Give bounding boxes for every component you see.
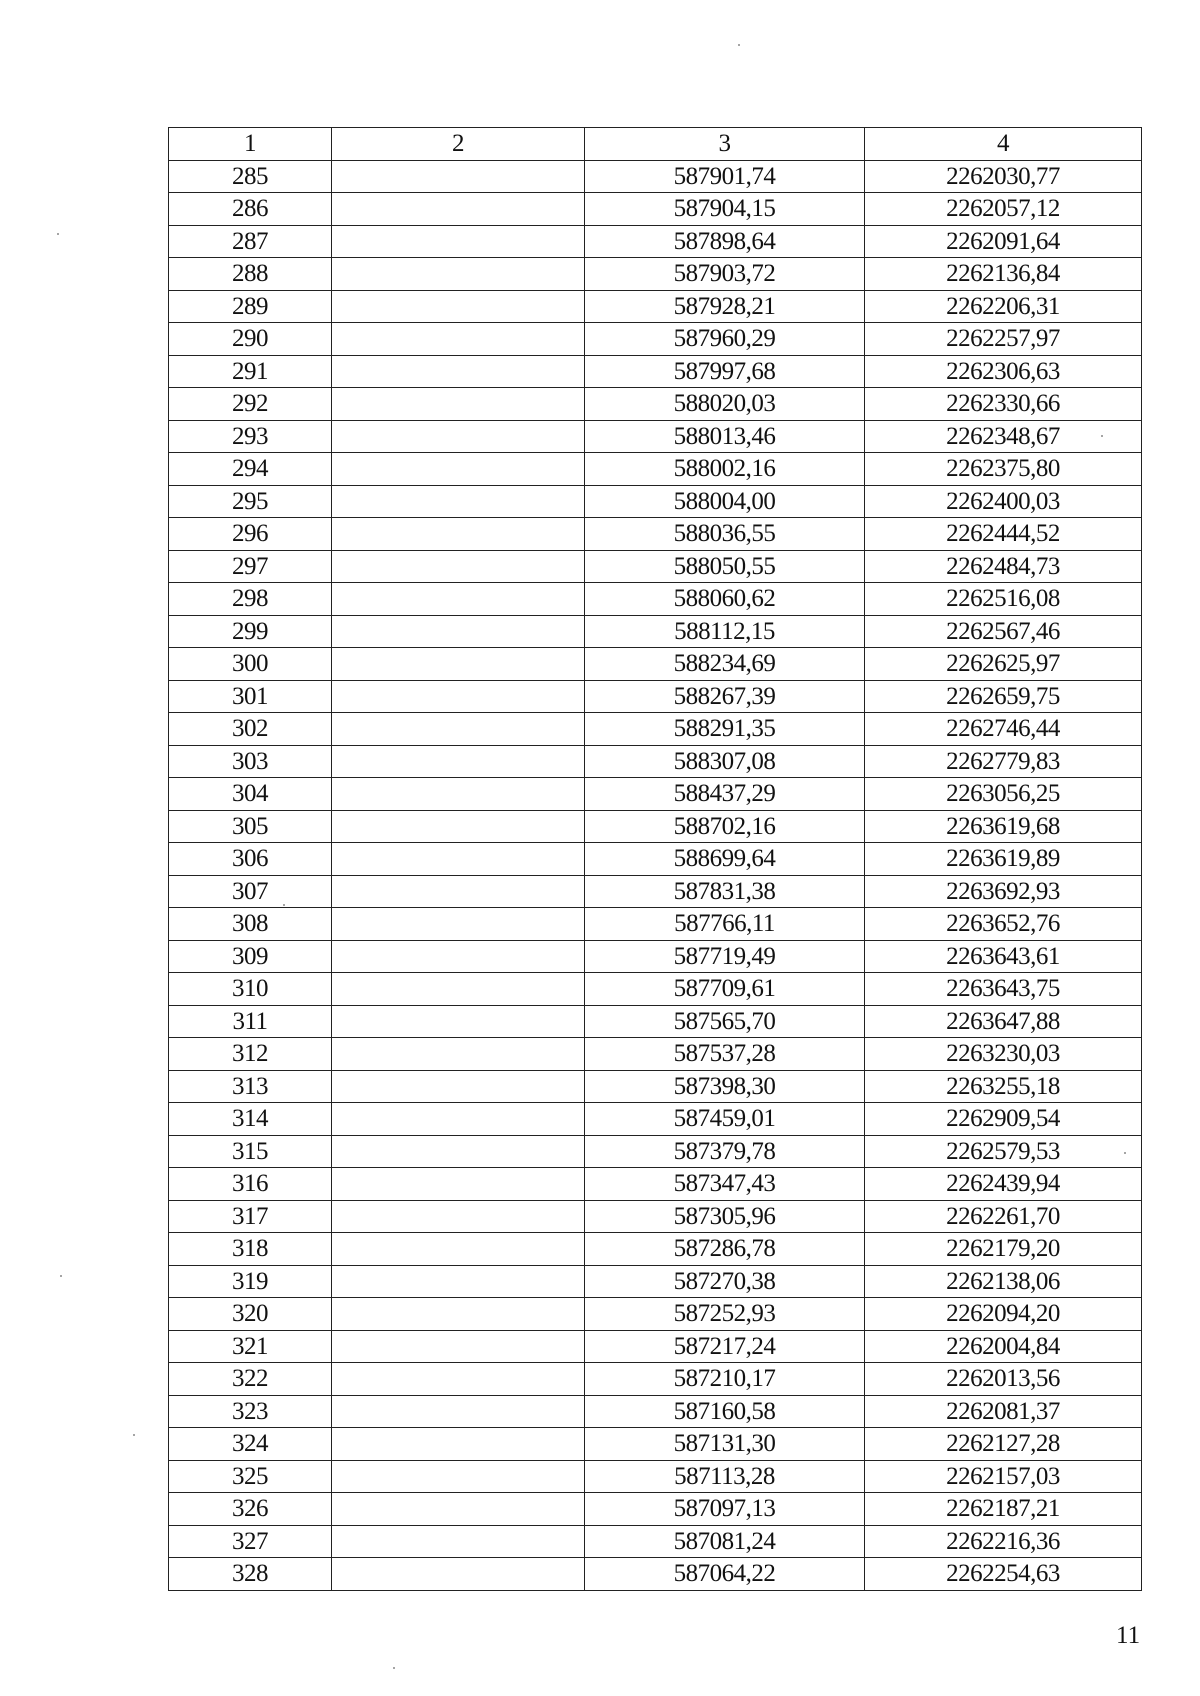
y-coordinate-cell: 2263619,68 <box>865 810 1142 843</box>
empty-cell <box>332 1363 585 1396</box>
table-row <box>169 583 1142 616</box>
table-row <box>169 973 1142 1006</box>
x-coordinate-cell: 587305,96 <box>585 1200 865 1233</box>
table-row <box>169 778 1142 811</box>
point-number-cell: 301 <box>169 680 332 713</box>
table-row <box>169 420 1142 453</box>
y-coordinate-cell: 2263652,76 <box>865 908 1142 941</box>
empty-cell <box>332 1038 585 1071</box>
x-coordinate-cell: 587901,74 <box>585 160 865 193</box>
point-number-cell: 310 <box>169 973 332 1006</box>
x-coordinate-cell: 587286,78 <box>585 1233 865 1266</box>
y-coordinate-cell: 2262375,80 <box>865 453 1142 486</box>
x-coordinate-cell: 587131,30 <box>585 1428 865 1461</box>
y-coordinate-cell: 2262081,37 <box>865 1395 1142 1428</box>
empty-cell <box>332 875 585 908</box>
y-coordinate-cell: 2262179,20 <box>865 1233 1142 1266</box>
y-coordinate-cell: 2262004,84 <box>865 1330 1142 1363</box>
empty-cell <box>332 1005 585 1038</box>
table-row <box>169 745 1142 778</box>
empty-cell <box>332 355 585 388</box>
empty-cell <box>332 713 585 746</box>
empty-cell <box>332 1070 585 1103</box>
y-coordinate-cell: 2262779,83 <box>865 745 1142 778</box>
table-row <box>169 518 1142 551</box>
empty-cell <box>332 1200 585 1233</box>
y-coordinate-cell: 2262138,06 <box>865 1265 1142 1298</box>
x-coordinate-cell: 588699,64 <box>585 843 865 876</box>
empty-cell <box>332 453 585 486</box>
y-coordinate-cell: 2262157,03 <box>865 1460 1142 1493</box>
table-row <box>169 1460 1142 1493</box>
empty-cell <box>332 1493 585 1526</box>
scan-speck <box>57 233 59 235</box>
table-row <box>169 875 1142 908</box>
x-coordinate-cell: 587064,22 <box>585 1558 865 1591</box>
y-coordinate-cell: 2262659,75 <box>865 680 1142 713</box>
point-number-cell: 285 <box>169 160 332 193</box>
y-coordinate-cell: 2262261,70 <box>865 1200 1142 1233</box>
y-coordinate-cell: 2262030,77 <box>865 160 1142 193</box>
table-row <box>169 1265 1142 1298</box>
point-number-cell: 321 <box>169 1330 332 1363</box>
x-coordinate-cell: 587904,15 <box>585 193 865 226</box>
table-row <box>169 1298 1142 1331</box>
table-row <box>169 1005 1142 1038</box>
header-cell-1: 1 <box>169 128 332 161</box>
empty-cell <box>332 843 585 876</box>
point-number-cell: 291 <box>169 355 332 388</box>
header-row <box>169 128 1142 161</box>
x-coordinate-cell: 587270,38 <box>585 1265 865 1298</box>
table-row <box>169 1493 1142 1526</box>
y-coordinate-cell: 2263619,89 <box>865 843 1142 876</box>
y-coordinate-cell: 2262254,63 <box>865 1558 1142 1591</box>
point-number-cell: 294 <box>169 453 332 486</box>
x-coordinate-cell: 588004,00 <box>585 485 865 518</box>
x-coordinate-cell: 587160,58 <box>585 1395 865 1428</box>
table-row <box>169 1200 1142 1233</box>
table-row <box>169 1428 1142 1461</box>
x-coordinate-cell: 588437,29 <box>585 778 865 811</box>
y-coordinate-cell: 2262439,94 <box>865 1168 1142 1201</box>
y-coordinate-cell: 2263643,61 <box>865 940 1142 973</box>
point-number-cell: 318 <box>169 1233 332 1266</box>
point-number-cell: 308 <box>169 908 332 941</box>
x-coordinate-cell: 587217,24 <box>585 1330 865 1363</box>
empty-cell <box>332 290 585 323</box>
point-number-cell: 320 <box>169 1298 332 1331</box>
x-coordinate-cell: 588112,15 <box>585 615 865 648</box>
x-coordinate-cell: 588020,03 <box>585 388 865 421</box>
x-coordinate-cell: 587960,29 <box>585 323 865 356</box>
table-row <box>169 290 1142 323</box>
point-number-cell: 312 <box>169 1038 332 1071</box>
y-coordinate-cell: 2263056,25 <box>865 778 1142 811</box>
table-row <box>169 615 1142 648</box>
y-coordinate-cell: 2262013,56 <box>865 1363 1142 1396</box>
empty-cell <box>332 323 585 356</box>
x-coordinate-cell: 587210,17 <box>585 1363 865 1396</box>
table-row <box>169 1038 1142 1071</box>
point-number-cell: 302 <box>169 713 332 746</box>
y-coordinate-cell: 2262091,64 <box>865 225 1142 258</box>
header-cell-2: 2 <box>332 128 585 161</box>
y-coordinate-cell: 2262206,31 <box>865 290 1142 323</box>
empty-cell <box>332 1525 585 1558</box>
point-number-cell: 311 <box>169 1005 332 1038</box>
empty-cell <box>332 778 585 811</box>
point-number-cell: 306 <box>169 843 332 876</box>
empty-cell <box>332 518 585 551</box>
point-number-cell: 326 <box>169 1493 332 1526</box>
table-row <box>169 810 1142 843</box>
point-number-cell: 324 <box>169 1428 332 1461</box>
x-coordinate-cell: 588267,39 <box>585 680 865 713</box>
y-coordinate-cell: 2262306,63 <box>865 355 1142 388</box>
point-number-cell: 295 <box>169 485 332 518</box>
y-coordinate-cell: 2262187,21 <box>865 1493 1142 1526</box>
y-coordinate-cell: 2262348,67 <box>865 420 1142 453</box>
table-row <box>169 1168 1142 1201</box>
point-number-cell: 317 <box>169 1200 332 1233</box>
table-row <box>169 453 1142 486</box>
table-row <box>169 1395 1142 1428</box>
y-coordinate-cell: 2263647,88 <box>865 1005 1142 1038</box>
empty-cell <box>332 908 585 941</box>
table-row <box>169 1525 1142 1558</box>
table-row <box>169 485 1142 518</box>
empty-cell <box>332 1460 585 1493</box>
empty-cell <box>332 388 585 421</box>
point-number-cell: 296 <box>169 518 332 551</box>
y-coordinate-cell: 2262057,12 <box>865 193 1142 226</box>
empty-cell <box>332 160 585 193</box>
x-coordinate-cell: 588050,55 <box>585 550 865 583</box>
point-number-cell: 314 <box>169 1103 332 1136</box>
table-row <box>169 1103 1142 1136</box>
empty-cell <box>332 1298 585 1331</box>
x-coordinate-cell: 587928,21 <box>585 290 865 323</box>
point-number-cell: 299 <box>169 615 332 648</box>
x-coordinate-cell: 588291,35 <box>585 713 865 746</box>
empty-cell <box>332 583 585 616</box>
page-number: 11 <box>1116 1622 1141 1649</box>
point-number-cell: 328 <box>169 1558 332 1591</box>
x-coordinate-cell: 587766,11 <box>585 908 865 941</box>
empty-cell <box>332 1330 585 1363</box>
table-row <box>169 1135 1142 1168</box>
x-coordinate-cell: 587537,28 <box>585 1038 865 1071</box>
table-row <box>169 550 1142 583</box>
empty-cell <box>332 1233 585 1266</box>
y-coordinate-cell: 2262579,53 <box>865 1135 1142 1168</box>
empty-cell <box>332 550 585 583</box>
y-coordinate-cell: 2262567,46 <box>865 615 1142 648</box>
empty-cell <box>332 680 585 713</box>
empty-cell <box>332 940 585 973</box>
x-coordinate-cell: 587113,28 <box>585 1460 865 1493</box>
table-row <box>169 1363 1142 1396</box>
y-coordinate-cell: 2262257,97 <box>865 323 1142 356</box>
point-number-cell: 298 <box>169 583 332 616</box>
empty-cell <box>332 615 585 648</box>
x-coordinate-cell: 587347,43 <box>585 1168 865 1201</box>
y-coordinate-cell: 2262127,28 <box>865 1428 1142 1461</box>
y-coordinate-cell: 2262516,08 <box>865 583 1142 616</box>
x-coordinate-cell: 588234,69 <box>585 648 865 681</box>
table-row <box>169 160 1142 193</box>
table-row <box>169 908 1142 941</box>
point-number-cell: 304 <box>169 778 332 811</box>
empty-cell <box>332 810 585 843</box>
table-row <box>169 843 1142 876</box>
y-coordinate-cell: 2262444,52 <box>865 518 1142 551</box>
table-row <box>169 355 1142 388</box>
empty-cell <box>332 648 585 681</box>
point-number-cell: 313 <box>169 1070 332 1103</box>
x-coordinate-cell: 587898,64 <box>585 225 865 258</box>
table-row <box>169 1330 1142 1363</box>
table-row <box>169 1070 1142 1103</box>
empty-cell <box>332 1395 585 1428</box>
x-coordinate-cell: 588036,55 <box>585 518 865 551</box>
point-number-cell: 286 <box>169 193 332 226</box>
empty-cell <box>332 485 585 518</box>
empty-cell <box>332 193 585 226</box>
point-number-cell: 309 <box>169 940 332 973</box>
point-number-cell: 297 <box>169 550 332 583</box>
empty-cell <box>332 1558 585 1591</box>
empty-cell <box>332 225 585 258</box>
table-row <box>169 940 1142 973</box>
scan-speck <box>393 1667 395 1669</box>
table-row <box>169 193 1142 226</box>
y-coordinate-cell: 2263692,93 <box>865 875 1142 908</box>
table-row <box>169 258 1142 291</box>
header-cell-3: 3 <box>585 128 865 161</box>
point-number-cell: 327 <box>169 1525 332 1558</box>
y-coordinate-cell: 2263230,03 <box>865 1038 1142 1071</box>
point-number-cell: 293 <box>169 420 332 453</box>
point-number-cell: 292 <box>169 388 332 421</box>
empty-cell <box>332 745 585 778</box>
y-coordinate-cell: 2262400,03 <box>865 485 1142 518</box>
x-coordinate-cell: 587565,70 <box>585 1005 865 1038</box>
empty-cell <box>332 258 585 291</box>
table-row <box>169 1233 1142 1266</box>
coordinates-table <box>168 127 1142 1591</box>
empty-cell <box>332 420 585 453</box>
x-coordinate-cell: 587252,93 <box>585 1298 865 1331</box>
x-coordinate-cell: 588307,08 <box>585 745 865 778</box>
y-coordinate-cell: 2262136,84 <box>865 258 1142 291</box>
y-coordinate-cell: 2262216,36 <box>865 1525 1142 1558</box>
x-coordinate-cell: 587719,49 <box>585 940 865 973</box>
scan-speck <box>60 1275 62 1277</box>
point-number-cell: 307 <box>169 875 332 908</box>
y-coordinate-cell: 2262909,54 <box>865 1103 1142 1136</box>
point-number-cell: 325 <box>169 1460 332 1493</box>
point-number-cell: 290 <box>169 323 332 356</box>
x-coordinate-cell: 587081,24 <box>585 1525 865 1558</box>
point-number-cell: 288 <box>169 258 332 291</box>
y-coordinate-cell: 2262746,44 <box>865 713 1142 746</box>
y-coordinate-cell: 2262484,73 <box>865 550 1142 583</box>
x-coordinate-cell: 587398,30 <box>585 1070 865 1103</box>
table-row <box>169 713 1142 746</box>
header-cell-4: 4 <box>865 128 1142 161</box>
x-coordinate-cell: 587379,78 <box>585 1135 865 1168</box>
point-number-cell: 322 <box>169 1363 332 1396</box>
x-coordinate-cell: 588002,16 <box>585 453 865 486</box>
point-number-cell: 305 <box>169 810 332 843</box>
point-number-cell: 289 <box>169 290 332 323</box>
table-row <box>169 388 1142 421</box>
point-number-cell: 319 <box>169 1265 332 1298</box>
point-number-cell: 303 <box>169 745 332 778</box>
table-row <box>169 1558 1142 1591</box>
x-coordinate-cell: 587709,61 <box>585 973 865 1006</box>
y-coordinate-cell: 2263643,75 <box>865 973 1142 1006</box>
x-coordinate-cell: 588013,46 <box>585 420 865 453</box>
table-row <box>169 680 1142 713</box>
x-coordinate-cell: 587903,72 <box>585 258 865 291</box>
scan-speck <box>1124 1152 1126 1154</box>
table-body <box>169 160 1142 1590</box>
scan-speck <box>133 1434 135 1436</box>
scan-speck <box>738 44 740 46</box>
point-number-cell: 315 <box>169 1135 332 1168</box>
point-number-cell: 300 <box>169 648 332 681</box>
scan-speck <box>1101 435 1103 437</box>
empty-cell <box>332 1103 585 1136</box>
table-row <box>169 225 1142 258</box>
y-coordinate-cell: 2262330,66 <box>865 388 1142 421</box>
x-coordinate-cell: 587459,01 <box>585 1103 865 1136</box>
empty-cell <box>332 973 585 1006</box>
empty-cell <box>332 1135 585 1168</box>
x-coordinate-cell: 587997,68 <box>585 355 865 388</box>
point-number-cell: 316 <box>169 1168 332 1201</box>
empty-cell <box>332 1265 585 1298</box>
scan-speck <box>283 904 285 906</box>
x-coordinate-cell: 587831,38 <box>585 875 865 908</box>
empty-cell <box>332 1428 585 1461</box>
x-coordinate-cell: 588702,16 <box>585 810 865 843</box>
table-row <box>169 323 1142 356</box>
table-row <box>169 648 1142 681</box>
x-coordinate-cell: 587097,13 <box>585 1493 865 1526</box>
empty-cell <box>332 1168 585 1201</box>
point-number-cell: 323 <box>169 1395 332 1428</box>
y-coordinate-cell: 2262094,20 <box>865 1298 1142 1331</box>
x-coordinate-cell: 588060,62 <box>585 583 865 616</box>
y-coordinate-cell: 2263255,18 <box>865 1070 1142 1103</box>
y-coordinate-cell: 2262625,97 <box>865 648 1142 681</box>
point-number-cell: 287 <box>169 225 332 258</box>
